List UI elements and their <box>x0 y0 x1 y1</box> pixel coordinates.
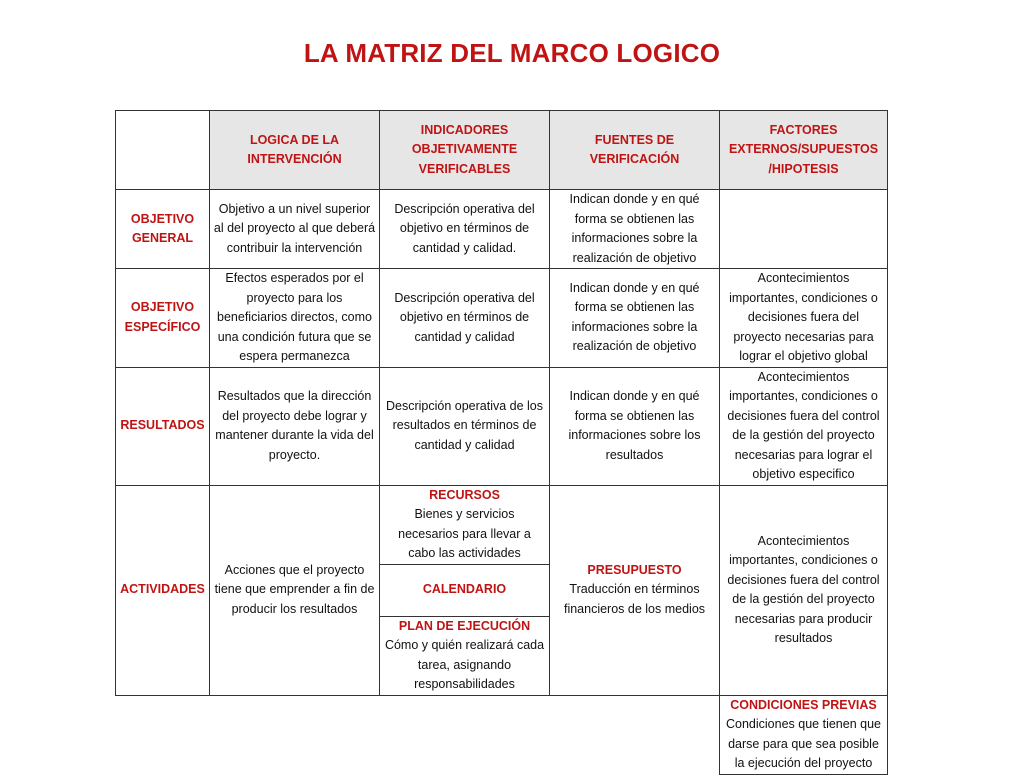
cell-res-logica: Resultados que la dirección del proyecto debe lograr y mantener durante la vida del proyecto. <box>210 367 380 485</box>
row-label-objetivo-general: OBJETIVO GENERAL <box>116 190 210 269</box>
recursos-title: RECURSOS <box>429 487 500 502</box>
cell-oe-indicadores: Descripción operativa del objetivo en términos de cantidad y calidad <box>380 269 550 368</box>
row-objetivo-especifico <box>116 269 888 368</box>
row-label-resultados: RESULTADOS <box>116 367 210 485</box>
page-title: LA MATRIZ DEL MARCO LOGICO <box>303 38 721 68</box>
condiciones-title: CONDICIONES PREVIAS <box>730 697 877 712</box>
cell-oe-logica: Efectos esperados por el proyecto para los beneficiarios directos, como una condición futura que se espera permanezca <box>210 269 380 368</box>
header-factores: FACTORES EXTERNOS/SUPUESTOS /HIPOTESIS <box>720 111 888 190</box>
header-logica: LOGICA DE LA INTERVENCIÓN <box>210 111 380 190</box>
presupuesto-title: PRESUPUESTO <box>587 562 682 577</box>
logframe-matrix <box>115 110 888 775</box>
row-objetivo-general <box>116 190 888 269</box>
header-fuentes: FUENTES DE VERIFICACIÓN <box>550 111 720 190</box>
cell-condiciones <box>720 695 888 774</box>
cell-oe-factores: Acontecimientos importantes, condiciones o decisiones fuera del proyecto necesarias para lograr el objetivo global <box>720 269 888 368</box>
cell-act-factores: Acontecimientos importantes, condiciones o decisiones fuera del control de la gestión del proyecto necesarias para producir resultados <box>720 485 888 695</box>
cell-oe-fuentes: Indican donde y en qué forma se obtienen las informaciones sobre la realización de objetivo <box>550 269 720 368</box>
calendario-title: CALENDARIO <box>422 582 507 597</box>
cell-recursos <box>380 485 550 564</box>
cell-act-logica: Acciones que el proyecto tiene que emprender a fin de producir los resultados <box>210 485 380 695</box>
plan-text: Cómo y quién realizará cada tarea, asignando responsabilidades <box>384 638 545 691</box>
row-resultados <box>116 367 888 485</box>
condiciones-text: Condiciones que tienen que darse para que sea posible la ejecución del proyecto <box>726 717 881 770</box>
cell-calendario <box>380 564 550 616</box>
cell-og-factores <box>720 190 888 269</box>
header-indicadores: INDICADORES OBJETIVAMENTE VERIFICABLES <box>380 111 550 190</box>
plan-title: PLAN DE EJECUCIÓN <box>398 618 531 633</box>
presupuesto-text: Traducción en términos financieros de los medios <box>563 582 706 616</box>
corner-cell <box>116 111 210 190</box>
row-label-actividades: ACTIVIDADES <box>116 485 210 695</box>
row-actividades <box>116 485 888 564</box>
cell-res-factores: Acontecimientos importantes, condiciones o decisiones fuera del control de la gestión del proyecto necesarias para lograr el objetivo especifico <box>720 367 888 485</box>
cell-presupuesto <box>550 485 720 695</box>
cell-res-indicadores: Descripción operativa de los resultados en términos de cantidad y calidad <box>380 367 550 485</box>
header-row <box>116 111 888 190</box>
cell-og-indicadores: Descripción operativa del objetivo en términos de cantidad y calidad. <box>380 190 550 269</box>
row-label-objetivo-especifico: OBJETIVO ESPECÍFICO <box>116 269 210 368</box>
cell-plan <box>380 616 550 695</box>
recursos-text: Bienes y servicios necesarios para llevar a cabo las actividades <box>398 507 531 560</box>
row-condiciones <box>116 695 888 774</box>
cell-res-fuentes: Indican donde y en qué forma se obtienen las informaciones sobre los resultados <box>550 367 720 485</box>
cell-og-fuentes: Indican donde y en qué forma se obtienen las informaciones sobre la realización de objetivo <box>550 190 720 269</box>
cell-og-logica: Objetivo a un nivel superior al del proyecto al que deberá contribuir la intervención <box>210 190 380 269</box>
